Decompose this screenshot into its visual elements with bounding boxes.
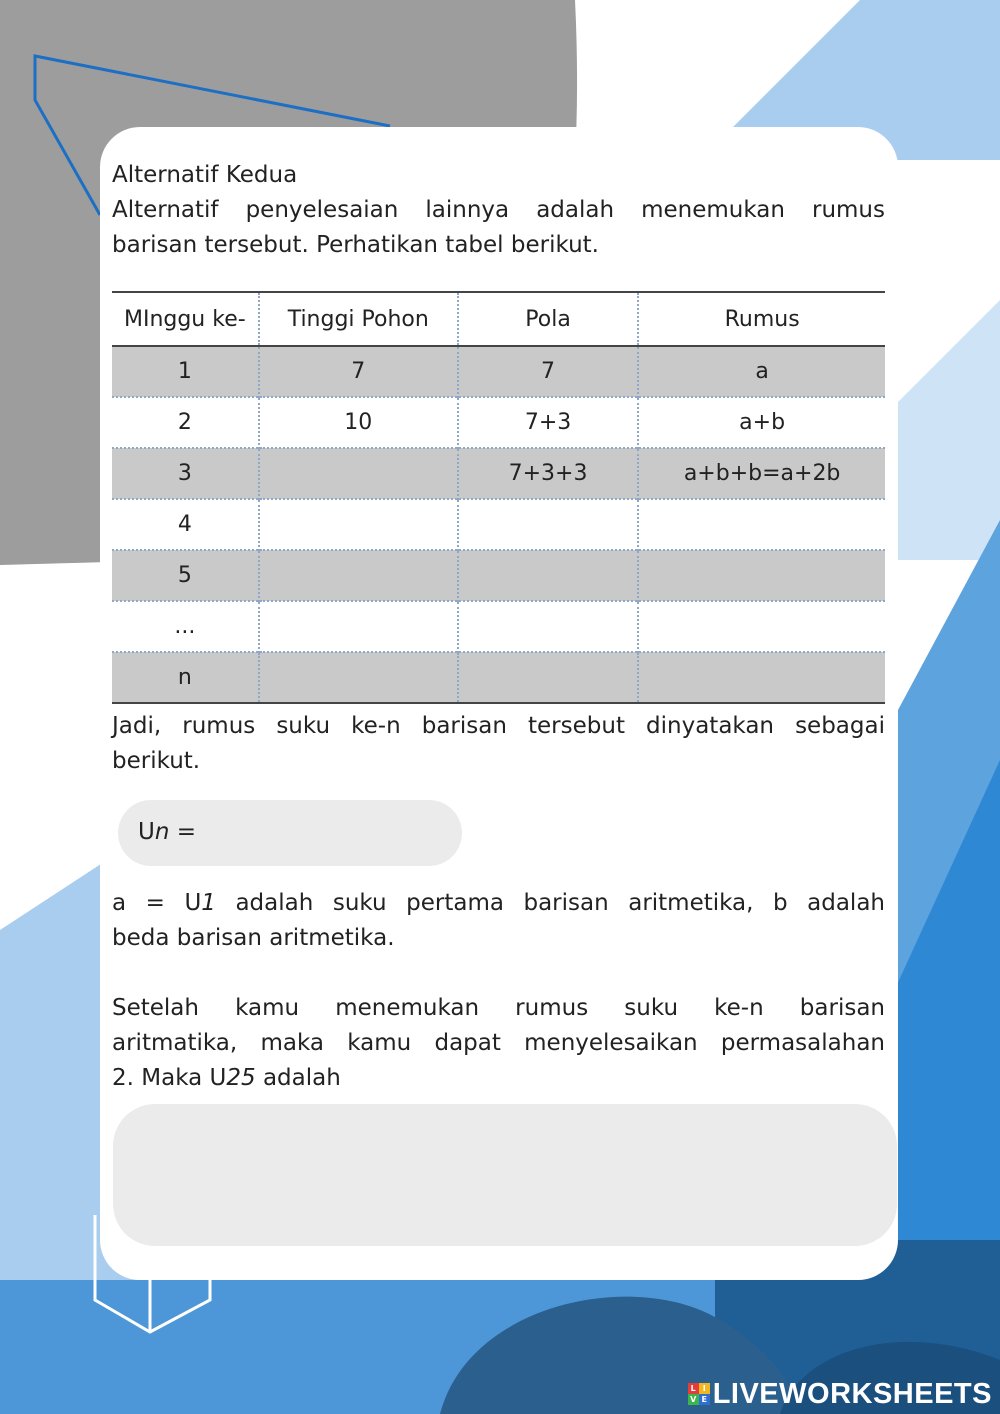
- answer-input-box[interactable]: [113, 1104, 897, 1246]
- cell-pola[interactable]: 7+3: [458, 397, 638, 448]
- cell-rumus[interactable]: [638, 601, 885, 652]
- cell-tinggi[interactable]: [259, 652, 458, 703]
- cell-pola[interactable]: 7+3+3: [458, 448, 638, 499]
- cell-pola[interactable]: [458, 499, 638, 550]
- intro-text-line-1: Alternatif penyelesaian lainnya adalah menemukan rumus: [112, 197, 885, 223]
- cell-pola[interactable]: 7: [458, 346, 638, 397]
- cell-rumus[interactable]: a: [638, 346, 885, 397]
- logo-mark-icon: L I V E: [688, 1383, 710, 1405]
- cell-rumus[interactable]: [638, 652, 885, 703]
- table-row: [112, 448, 885, 499]
- header-tinggi-pohon: Tinggi Pohon: [259, 292, 458, 346]
- table-row: [112, 346, 885, 397]
- header-rumus: Rumus: [638, 292, 885, 346]
- sequence-table: [112, 291, 885, 704]
- conclusion-text-line-1: Jadi, rumus suku ke-n barisan tersebut dinyatakan sebagai: [112, 713, 885, 739]
- table-header-row: [112, 292, 885, 346]
- definition-text-line-2: beda barisan aritmetika.: [112, 925, 395, 951]
- instruction-text-line-2: aritmatika, maka kamu dapat menyelesaikan permasalahan: [112, 1030, 885, 1056]
- cell-rumus[interactable]: a+b+b=a+2b: [638, 448, 885, 499]
- cell-tinggi[interactable]: [259, 550, 458, 601]
- cell-pola[interactable]: [458, 652, 638, 703]
- table-row: [112, 550, 885, 601]
- cell-minggu: n: [112, 652, 259, 703]
- table-row: [112, 499, 885, 550]
- table-row: [112, 601, 885, 652]
- cell-rumus[interactable]: a+b: [638, 397, 885, 448]
- cell-pola[interactable]: [458, 601, 638, 652]
- header-minggu: MInggu ke-: [112, 292, 259, 346]
- cell-minggu: 4: [112, 499, 259, 550]
- cell-tinggi[interactable]: 10: [259, 397, 458, 448]
- definition-text-line-1: a = U1 adalah suku pertama barisan aritmetika, b adalah: [112, 890, 885, 916]
- cell-rumus[interactable]: [638, 499, 885, 550]
- cell-rumus[interactable]: [638, 550, 885, 601]
- cell-minggu: ...: [112, 601, 259, 652]
- liveworksheets-logo: [688, 1376, 992, 1412]
- instruction-text-line-1: Setelah kamu menemukan rumus suku ke-n barisan: [112, 995, 885, 1021]
- cell-tinggi[interactable]: [259, 601, 458, 652]
- cell-minggu: 3: [112, 448, 259, 499]
- un-formula-input[interactable]: [118, 800, 462, 866]
- cell-tinggi[interactable]: [259, 448, 458, 499]
- table-row: [112, 397, 885, 448]
- conclusion-text-line-2: berikut.: [112, 748, 201, 774]
- header-pola: Pola: [458, 292, 638, 346]
- cell-pola[interactable]: [458, 550, 638, 601]
- cell-tinggi[interactable]: [259, 499, 458, 550]
- instruction-text-line-3: 2. Maka U25 adalah: [112, 1065, 341, 1091]
- intro-text-line-2: barisan tersebut. Perhatikan tabel berikut.: [112, 232, 599, 258]
- un-formula-label: Un =: [138, 819, 197, 845]
- cell-minggu: 1: [112, 346, 259, 397]
- cell-minggu: 5: [112, 550, 259, 601]
- cell-minggu: 2: [112, 397, 259, 448]
- section-heading: Alternatif Kedua: [112, 162, 298, 188]
- table-row: [112, 652, 885, 703]
- cell-tinggi[interactable]: 7: [259, 346, 458, 397]
- logo-text: LIVEWORKSHEETS: [712, 1377, 992, 1410]
